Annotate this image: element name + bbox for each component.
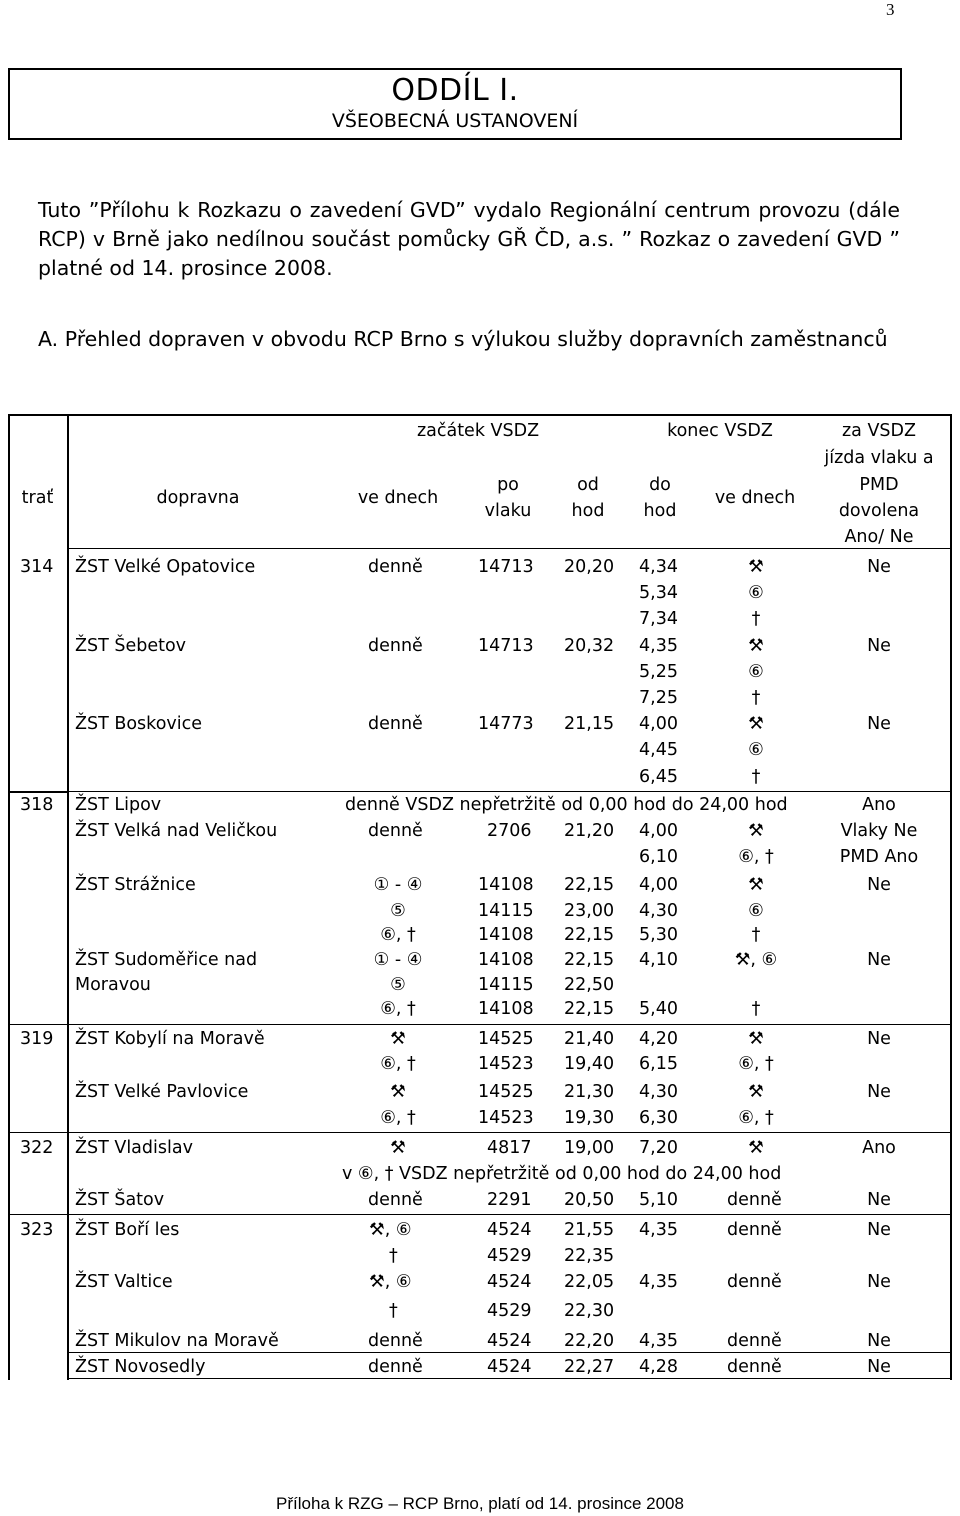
lipov-note: denně VSDZ nepřetržitě od 0,00 hod do 24,00 hod (345, 795, 788, 815)
saturday-holiday-icon: ⑥, † (738, 847, 774, 867)
po-vlaku: 4817 (487, 1138, 532, 1158)
za-value: Vlaky Ne (840, 821, 918, 841)
saturday-icon: ⑥ (748, 901, 764, 921)
od-hod: 22,15 (564, 925, 615, 945)
do-hod: 4,00 (639, 875, 678, 895)
header-do: do (649, 475, 671, 495)
do-hod: 4,00 (639, 714, 678, 734)
po-vlaku: 14523 (478, 1054, 534, 1074)
po-vlaku: 4524 (487, 1357, 532, 1377)
po-vlaku: 4524 (487, 1272, 532, 1292)
ve-dnech-konec: denně (727, 1190, 782, 1210)
po-vlaku: 14115 (478, 901, 534, 921)
vladislav-note: v ⑥, † VSDZ nepřetržitě od 0,00 hod do 24,00 hod (342, 1164, 782, 1184)
od-hod: 22,05 (564, 1272, 615, 1292)
saturday-holiday-icon: ⑥, † (380, 1108, 416, 1128)
dopravna-sebetov: ŽST Šebetov (75, 636, 187, 656)
dopravna-valtice: ŽST Valtice (75, 1272, 173, 1292)
cross-icon: † (751, 767, 761, 787)
za-value: Ne (867, 1082, 891, 1102)
hammer-saturday-icon: ⚒, ⑥ (369, 1272, 412, 1292)
do-hod: 6,30 (639, 1108, 678, 1128)
za-value: Ne (867, 1029, 891, 1049)
row-line-319 (8, 1024, 952, 1025)
od-hod: 21,55 (564, 1220, 615, 1240)
ve-dnech: denně (368, 714, 423, 734)
hammer-saturday-icon: ⚒, ⑥ (734, 950, 778, 970)
table-divider-trat (67, 414, 69, 1380)
po-vlaku: 14713 (478, 557, 534, 577)
row-line-322 (8, 1132, 952, 1133)
od-hod: 21,40 (564, 1029, 615, 1049)
za-value: Ne (867, 875, 891, 895)
po-vlaku: 14525 (478, 1029, 534, 1049)
za-value: Ano (862, 1138, 896, 1158)
do-hod: 4,35 (639, 1272, 678, 1292)
dopravna-lipov: ŽST Lipov (75, 795, 162, 815)
ve-dnech: denně (368, 557, 423, 577)
od-hod: 20,20 (564, 557, 615, 577)
od-hod: 20,50 (564, 1190, 615, 1210)
saturday-holiday-icon: ⑥, † (738, 1108, 774, 1128)
ve-dnech: denně (368, 1357, 423, 1377)
hammer-icon: ⚒ (390, 1138, 406, 1158)
header-trat: trať (21, 488, 54, 508)
saturday-icon: ⑥ (748, 583, 764, 603)
do-hod: 4,30 (639, 1082, 678, 1102)
dopravna-velka-nad-velickou: ŽST Velká nad Veličkou (75, 821, 278, 841)
od-hod: 22,15 (564, 999, 615, 1019)
section-title-box (8, 68, 902, 140)
dopravna-sudomerice-2: Moravou (75, 975, 151, 995)
cross-icon: † (751, 925, 761, 945)
header-po: po (497, 475, 519, 495)
za-value: Ne (867, 950, 891, 970)
za-value: Ano (862, 795, 896, 815)
days-fri: ⑤ (390, 975, 406, 995)
hammer-icon: ⚒ (748, 714, 764, 734)
od-hod: 19,30 (564, 1108, 615, 1128)
od-hod: 22,27 (564, 1357, 615, 1377)
ve-dnech-konec: denně (727, 1331, 782, 1351)
za-value: Ne (867, 557, 891, 577)
do-hod: 4,20 (639, 1029, 678, 1049)
cross-icon: † (389, 1246, 398, 1266)
header-do-hod: hod (643, 501, 677, 521)
po-vlaku: 2706 (487, 821, 532, 841)
header-ve-dnech-2: ve dnech (714, 488, 796, 508)
do-hod: 7,25 (639, 688, 678, 708)
cross-icon: † (751, 999, 761, 1019)
ve-dnech-konec: denně (727, 1357, 782, 1377)
za-value: Ne (867, 1190, 891, 1210)
hammer-icon: ⚒ (748, 821, 764, 841)
section-heading: A. Přehled dopraven v obvodu RCP Brno s výlukou služby dopravních zaměstnanců (38, 327, 888, 351)
od-hod: 21,30 (564, 1082, 615, 1102)
od-hod: 22,50 (564, 975, 615, 995)
stations-table (8, 414, 960, 1380)
cross-icon: † (751, 688, 761, 708)
po-vlaku: 4524 (487, 1331, 532, 1351)
do-hod: 6,45 (639, 767, 678, 787)
po-vlaku: 14108 (478, 925, 534, 945)
od-hod: 22,30 (564, 1301, 615, 1321)
dopravna-vladislav: ŽST Vladislav (75, 1138, 193, 1158)
od-hod: 19,00 (564, 1138, 615, 1158)
od-hod: 23,00 (564, 901, 615, 921)
do-hod: 5,10 (639, 1190, 678, 1210)
od-hod: 22,35 (564, 1246, 615, 1266)
page-footer: Příloha k RZG – RCP Brno, platí od 14. prosince 2008 (276, 1494, 684, 1513)
saturday-icon: ⑥ (748, 662, 764, 682)
hammer-icon: ⚒ (748, 1082, 764, 1102)
ve-dnech-konec: denně (727, 1220, 782, 1240)
do-hod: 4,34 (639, 557, 678, 577)
za-value: Ne (867, 636, 891, 656)
section-subtitle: VŠEOBECNÁ USTANOVENÍ (331, 110, 579, 132)
po-vlaku: 14773 (478, 714, 534, 734)
dopravna-novosedly: ŽST Novosedly (75, 1357, 206, 1377)
header-za-5: Ano/ Ne (844, 527, 914, 547)
od-hod: 22,15 (564, 875, 615, 895)
header-od: od (577, 475, 599, 495)
do-hod: 4,10 (639, 950, 678, 970)
table-border-right (950, 414, 952, 1380)
days-mon-thu: ① - ④ (373, 875, 423, 895)
header-ve-dnech-1: ve dnech (357, 488, 439, 508)
section-title: ODDÍL I. (391, 73, 519, 108)
po-vlaku: 14525 (478, 1082, 534, 1102)
header-za-4: dovolena (838, 501, 920, 521)
po-vlaku: 14108 (478, 875, 534, 895)
po-vlaku: 4529 (487, 1246, 532, 1266)
dopravna-satov: ŽST Šatov (75, 1190, 165, 1210)
dopravna-kobyli: ŽST Kobylí na Moravě (75, 1029, 265, 1049)
hammer-icon: ⚒ (748, 636, 764, 656)
cross-icon: † (389, 1301, 398, 1321)
za-value: Ne (867, 714, 891, 734)
hammer-icon: ⚒ (748, 1029, 764, 1049)
do-hod: 4,35 (639, 1331, 678, 1351)
do-hod: 7,34 (639, 609, 678, 629)
za-value: Ne (867, 1357, 891, 1377)
saturday-holiday-icon: ⑥, † (380, 1054, 416, 1074)
hammer-icon: ⚒ (748, 1138, 764, 1158)
trat-319: 319 (20, 1029, 54, 1049)
do-hod: 5,30 (639, 925, 678, 945)
do-hod: 7,20 (639, 1138, 678, 1158)
do-hod: 4,00 (639, 821, 678, 841)
po-vlaku: 14108 (478, 950, 534, 970)
header-vlaku: vlaku (484, 501, 532, 521)
ve-dnech: denně (368, 636, 423, 656)
ve-dnech-konec: denně (727, 1272, 782, 1292)
do-hod: 4,30 (639, 901, 678, 921)
table-border-left (8, 414, 10, 1380)
hammer-icon: ⚒ (390, 1029, 406, 1049)
trat-314: 314 (20, 557, 54, 577)
dopravna-mikulov: ŽST Mikulov na Moravě (75, 1331, 279, 1351)
dopravna-velke-pavlovice: ŽST Velké Pavlovice (75, 1082, 249, 1102)
header-za-1: za VSDZ (841, 421, 917, 441)
do-hod: 6,15 (639, 1054, 678, 1074)
trat-322: 322 (20, 1138, 54, 1158)
ve-dnech: denně (368, 821, 423, 841)
dopravna-bori-les: ŽST Boří les (75, 1220, 180, 1240)
trat-318: 318 (20, 795, 54, 815)
po-vlaku: 14523 (478, 1108, 534, 1128)
header-dopravna: dopravna (156, 488, 240, 508)
po-vlaku: 4524 (487, 1220, 532, 1240)
days-mon-thu: ① - ④ (373, 950, 423, 970)
od-hod: 22,15 (564, 950, 615, 970)
header-zacatek: začátek VSDZ (416, 421, 540, 441)
za-value: PMD Ano (839, 847, 919, 867)
po-vlaku: 2291 (487, 1190, 532, 1210)
hammer-icon: ⚒ (748, 557, 764, 577)
table-border-top (8, 414, 952, 416)
po-vlaku: 14713 (478, 636, 534, 656)
hammer-icon: ⚒ (390, 1082, 406, 1102)
intro-paragraph: Tuto ”Přílohu k Rozkazu o zavedení GVD” vydalo Regionální centrum provozu (dále RCP) v Brně jako nedílnou součást pomůcky GŘ ČD, a.s. ” Rozkaz o zavedení GVD ” platné od 14. prosince 2008. (38, 198, 900, 280)
od-hod: 20,32 (564, 636, 615, 656)
do-hod: 4,35 (639, 636, 678, 656)
po-vlaku: 4529 (487, 1301, 532, 1321)
days-sat-hol: ⑥, † (380, 925, 416, 945)
trat-323: 323 (20, 1220, 54, 1240)
do-hod: 4,35 (639, 1220, 678, 1240)
header-za-2: jízda vlaku a (824, 448, 934, 468)
za-value: Ne (867, 1272, 891, 1292)
dopravna-velke-opatovice: ŽST Velké Opatovice (75, 557, 256, 577)
dopravna-sudomerice-1: ŽST Sudoměřice nad (75, 950, 258, 970)
saturday-icon: ⑥ (748, 740, 764, 760)
za-value: Ne (867, 1220, 891, 1240)
od-hod: 21,20 (564, 821, 615, 841)
cross-icon: † (751, 609, 761, 629)
od-hod: 19,40 (564, 1054, 615, 1074)
do-hod: 4,45 (639, 740, 678, 760)
od-hod: 21,15 (564, 714, 615, 734)
row-line-323 (8, 1214, 952, 1215)
header-od-hod: hod (571, 501, 605, 521)
days-sat-hol: ⑥, † (380, 999, 416, 1019)
po-vlaku: 14108 (478, 999, 534, 1019)
do-hod: 5,40 (639, 999, 678, 1019)
header-konec: konec VSDZ (667, 421, 773, 441)
header-za-3: PMD (859, 475, 899, 495)
hammer-icon: ⚒ (748, 875, 764, 895)
saturday-holiday-icon: ⑥, † (738, 1054, 774, 1074)
dopravna-straznice: ŽST Strážnice (75, 875, 196, 895)
za-value: Ne (867, 1331, 891, 1351)
do-hod: 5,25 (639, 662, 678, 682)
do-hod: 4,28 (639, 1357, 678, 1377)
ve-dnech: denně (368, 1190, 423, 1210)
do-hod: 6,10 (639, 847, 678, 867)
po-vlaku: 14115 (478, 975, 534, 995)
od-hod: 22,20 (564, 1331, 615, 1351)
hammer-saturday-icon: ⚒, ⑥ (369, 1220, 412, 1240)
dopravna-boskovice: ŽST Boskovice (75, 714, 203, 734)
ve-dnech: denně (368, 1331, 423, 1351)
do-hod: 5,34 (639, 583, 678, 603)
page-number: 3 (886, 0, 895, 19)
days-fri: ⑤ (390, 901, 406, 921)
